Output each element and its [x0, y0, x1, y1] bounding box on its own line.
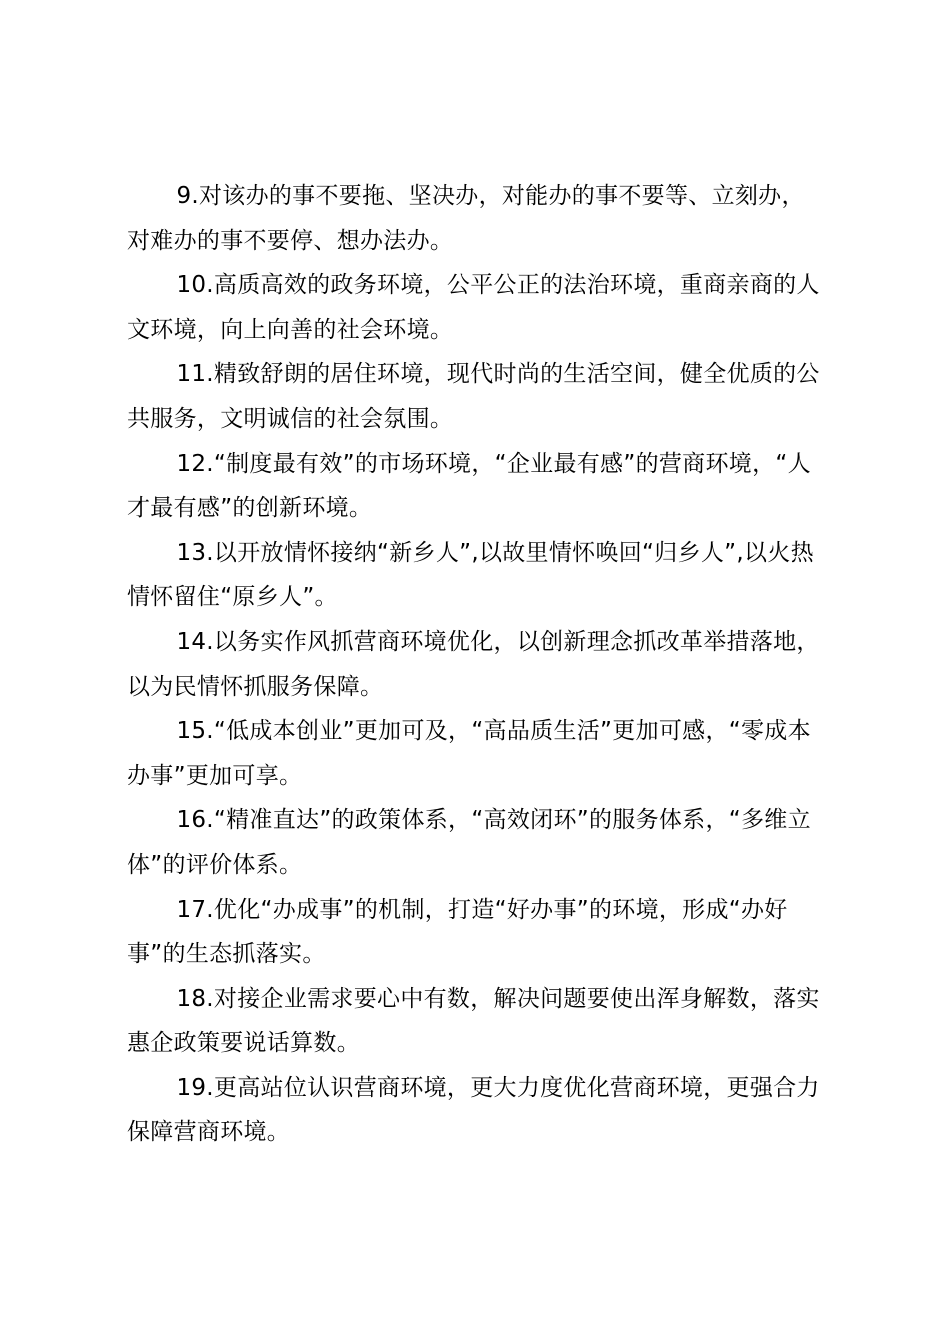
paragraph-17: 17.优化“办成事”的机制，打造“好办事”的环境，形成“办好事”的生态抓落实。 — [127, 896, 788, 968]
paragraph-14: 14.以务实作风抓营商环境优化，以创新理念抓改革举措落地，以为民情怀抓服务保障。 — [127, 628, 820, 700]
paragraph-10: 10.高质高效的政务环境，公平公正的法治环境，重商亲商的人文环境，向上向善的社会环境。 — [127, 272, 820, 343]
paragraph-18: 18.对接企业需求要心中有数，解决问题要使出浑身解数，落实惠企政策要说话算数。 — [127, 985, 820, 1057]
paragraph-16: 16.“精准直达”的政策体系，“高效闭环”的服务体系，“多维立体”的评价体系。 — [127, 807, 811, 878]
document-body — [127, 174, 827, 1155]
paragraph-13: 13.以开放情怀接纳“新乡人”,以故里情怀唤回“归乡人”,以火热情怀留住“原乡人”。 — [127, 539, 814, 611]
paragraph-12: 12.“制度最有效”的市场环境，“企业最有感”的营商环境，“人才最有感”的创新环境。 — [127, 450, 811, 522]
paragraph-9: 9.对该办的事不要拖、坚决办，对能办的事不要等、立刻办，对难办的事不要停、想办法办。 — [127, 183, 805, 254]
paragraph-15: 15.“低成本创业”更加可及，“高品质生活”更加可感，“零成本办事”更加可享。 — [127, 718, 811, 789]
paragraph-11: 11.精致舒朗的居住环境，现代时尚的生活空间，健全优质的公共服务，文明诚信的社会氛围。 — [127, 361, 820, 432]
paragraph-19: 19.更高站位认识营商环境，更大力度优化营商环境，更强合力保障营商环境。 — [127, 1074, 820, 1146]
